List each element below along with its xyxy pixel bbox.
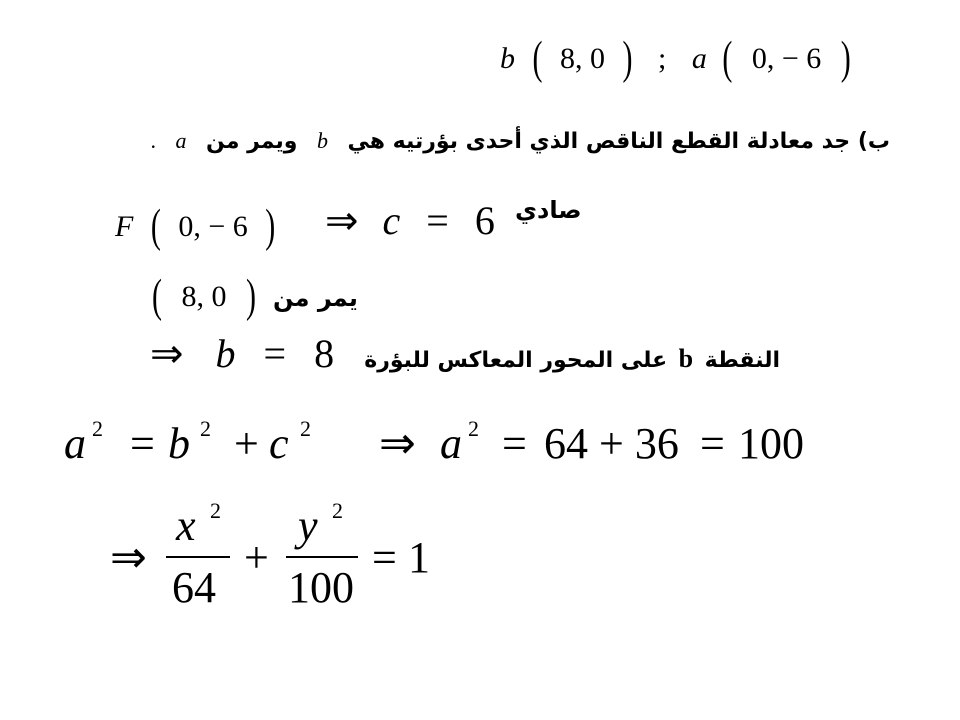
- focus-var: F: [115, 210, 134, 243]
- b-var: b: [168, 419, 190, 468]
- equals-symbol: =: [263, 331, 287, 376]
- open-paren: (: [532, 32, 543, 84]
- x-var: x: [176, 501, 196, 550]
- b-explanation: [364, 344, 780, 374]
- passes-point: [152, 270, 256, 322]
- passes-label: يمر من: [273, 284, 358, 312]
- equals-symbol: =: [700, 419, 725, 468]
- question-text: ب) جد معادلة القطع الناقص الذي أحدى بؤرتيه هي: [347, 129, 890, 154]
- question-b-var: b: [316, 128, 328, 153]
- b-value: 8: [314, 331, 335, 376]
- fraction-bar: [286, 556, 358, 558]
- denominator-x: 64: [172, 563, 216, 612]
- a-exponent: 2: [92, 416, 103, 441]
- c-var: c: [269, 419, 289, 468]
- point-b-var: b: [500, 42, 515, 75]
- y-axis-label: صادي: [515, 196, 582, 224]
- plus-symbol: +: [234, 419, 259, 468]
- implies-symbol: ⇒: [110, 533, 147, 582]
- a-var: a: [64, 419, 86, 468]
- open-paren: (: [722, 32, 733, 84]
- rhs-value: 1: [408, 533, 430, 582]
- focus-point: [115, 200, 276, 252]
- separator: ;: [658, 42, 667, 75]
- c-var: c: [382, 198, 401, 243]
- a-squared-exponent: 2: [468, 416, 479, 441]
- focus-coords: 0, − 6: [178, 210, 248, 243]
- c-value: 6: [474, 198, 495, 243]
- b-exponent: 2: [200, 416, 211, 441]
- question-end-dot: .: [150, 128, 157, 153]
- fraction-bar: [166, 556, 230, 558]
- open-paren: (: [152, 270, 162, 322]
- implies-symbol: ⇒: [150, 331, 184, 376]
- equals-symbol: =: [502, 419, 527, 468]
- close-paren: ): [840, 32, 851, 84]
- equals-symbol: =: [426, 198, 449, 243]
- question-passes-text: ويمر من: [206, 129, 298, 154]
- point-b-coords: 8, 0: [560, 42, 605, 75]
- close-paren: ): [622, 32, 633, 84]
- b-var: b: [215, 331, 236, 376]
- b-explanation-var: b: [678, 344, 694, 373]
- close-paren: ): [246, 270, 256, 322]
- point-a-var: a: [691, 42, 707, 75]
- result-value: 100: [738, 419, 804, 468]
- final-equation: [110, 500, 440, 620]
- equals-symbol: =: [130, 419, 155, 468]
- implies-symbol: ⇒: [379, 419, 416, 468]
- question-a-var: a: [175, 128, 187, 153]
- a-squared-var: a: [440, 419, 462, 468]
- close-paren: ): [265, 200, 276, 252]
- given-points: [500, 32, 851, 84]
- y-var: y: [298, 501, 318, 550]
- point-a-coords: 0, − 6: [751, 42, 822, 75]
- plus-symbol: +: [244, 533, 269, 582]
- equals-symbol: =: [372, 533, 397, 582]
- x-exponent: 2: [210, 498, 221, 523]
- y-exponent: 2: [332, 498, 343, 523]
- relation-equation: [64, 418, 804, 478]
- implies-symbol: ⇒: [325, 198, 359, 243]
- denominator-y: 100: [288, 563, 354, 612]
- question-line: [151, 128, 890, 154]
- c-exponent: 2: [300, 416, 311, 441]
- b-equation: [150, 330, 334, 377]
- sum-expression: 64 + 36: [544, 419, 679, 468]
- passes-coords: 8, 0: [181, 280, 227, 313]
- open-paren: (: [150, 200, 161, 252]
- b-explanation-start: النقطة: [704, 348, 780, 373]
- b-explanation-end: على المحور المعاكس للبؤرة: [364, 348, 668, 373]
- c-equation: [325, 197, 495, 244]
